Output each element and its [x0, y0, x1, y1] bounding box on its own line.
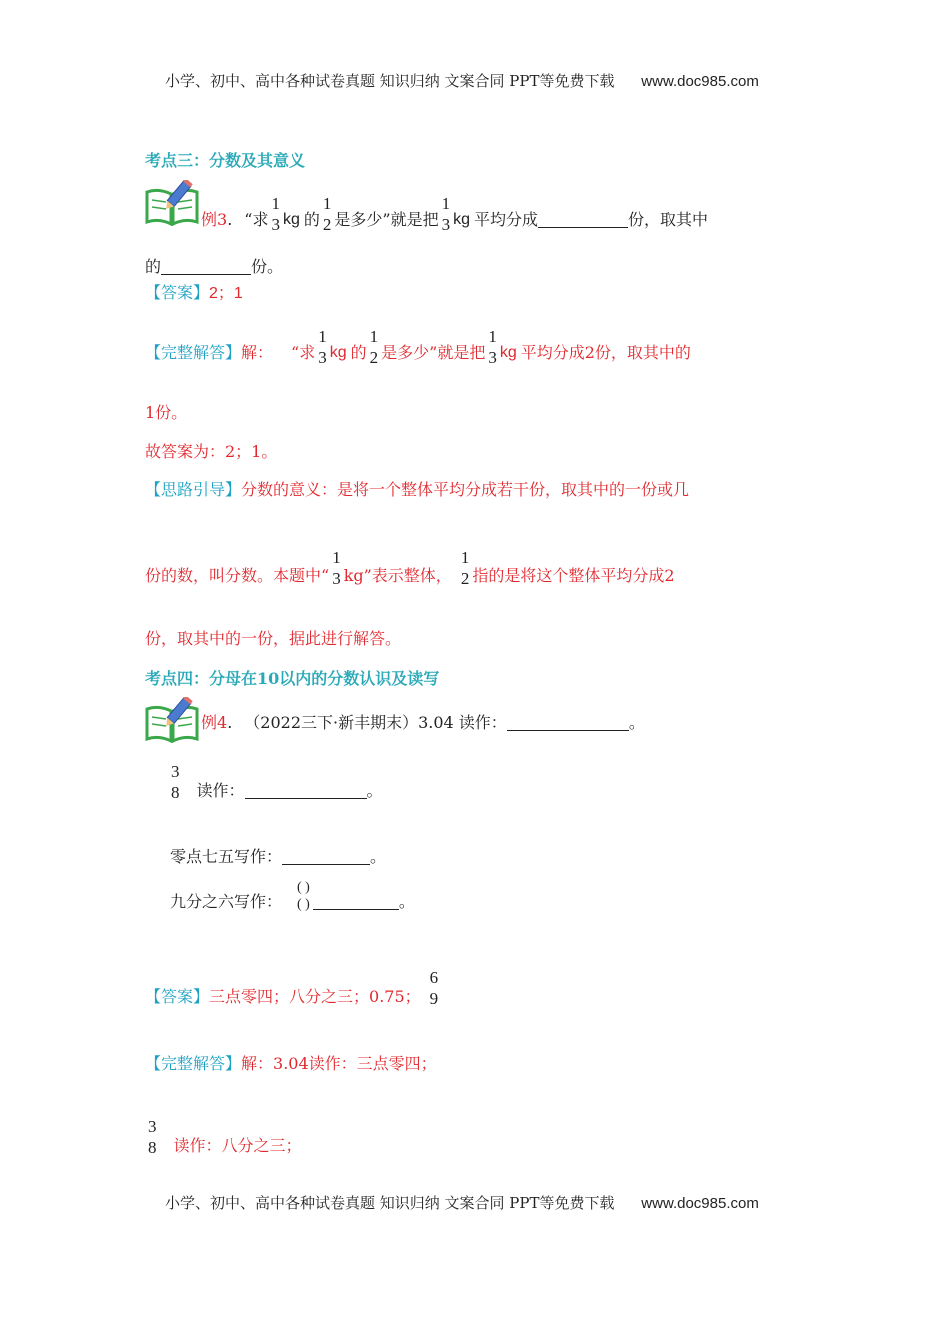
example4-question — [201, 715, 645, 731]
example4-end1: 。 — [628, 713, 645, 732]
example4-end3: 。 — [370, 847, 387, 866]
frac-num: 1 — [322, 194, 332, 213]
frac-num: 1 — [332, 548, 341, 567]
fraction-three-eighths — [170, 762, 181, 802]
answer-blank-5[interactable] — [282, 863, 370, 865]
page-header — [165, 70, 759, 91]
example4-fraction-read — [168, 762, 383, 802]
read-label: 读作： — [196, 781, 245, 801]
frac-num: 6 — [429, 968, 439, 987]
frac-den: 2 — [322, 214, 332, 234]
frac-den: 8 — [148, 1137, 157, 1157]
solution4-line1 — [145, 1056, 437, 1072]
frac-den: 3 — [318, 347, 327, 367]
frac-num: 1 — [318, 327, 327, 346]
example4-end2: 。 — [366, 781, 383, 801]
write1-label: 零点七五写作： — [170, 847, 283, 866]
solution-jie: 解： — [241, 343, 274, 363]
line2-start: 的 — [145, 257, 162, 276]
frac-den: ( ) — [297, 897, 310, 913]
example4-source: （2022三下·新丰期末）3.04 读作： — [244, 713, 507, 732]
think-tag: 【思路引导】 — [145, 480, 242, 499]
answer-blank-1[interactable] — [538, 226, 628, 228]
frac-num: 1 — [488, 327, 497, 346]
frac-num: ( ) — [297, 880, 310, 895]
example3-line2 — [145, 259, 283, 275]
example4-label: 例4 — [201, 713, 228, 732]
full-solution-tag: 【完整解答】 — [145, 343, 242, 363]
example4-write-fraction — [170, 880, 415, 913]
think-text-2c: 指的是将这个整体平均分成2 — [472, 566, 675, 586]
answer-value: 三点零四；八分之三；0.75； — [209, 987, 421, 1007]
solution4-read: 读作：八分之三； — [173, 1136, 302, 1156]
frac-den: 3 — [441, 214, 451, 234]
frac-num: 3 — [171, 762, 180, 781]
word-de: 的 — [303, 210, 320, 230]
solution3-line1 — [145, 327, 691, 373]
think3-line1 — [145, 482, 689, 498]
word-shi: 是多少”就是把 — [334, 210, 439, 230]
unit-kg: kg — [329, 344, 347, 362]
example3-dot: . — [227, 210, 233, 230]
footer-text: 小学、初中、高中各种试卷真题 知识归纳 文案合同 PPT等免费下载 — [165, 1194, 615, 1212]
fraction-one-third-b — [441, 194, 452, 234]
word-rest: 平均分成 — [473, 210, 538, 230]
think-text-2a: 份的数，叫分数。本题中“ — [145, 566, 330, 586]
answer-blank-6[interactable] — [313, 908, 399, 910]
fraction-three-eighths — [147, 1117, 158, 1157]
solution-quote-open: “求 — [291, 343, 316, 363]
fraction-one-half — [322, 194, 333, 234]
example3-quote-open: “求 — [244, 210, 269, 230]
solution4-line2 — [145, 1117, 302, 1157]
frac-den: 9 — [429, 988, 439, 1008]
word-shi: 是多少”就是把 — [381, 343, 486, 363]
line2-end: 份。 — [251, 257, 284, 276]
answer-tag: 【答案】 — [145, 987, 210, 1007]
write2-label: 九分之六写作： — [170, 892, 283, 912]
frac-num: 1 — [441, 194, 451, 213]
fraction-one-third — [317, 327, 328, 367]
fraction-one-third — [270, 194, 281, 234]
book-pencil-icon — [144, 697, 200, 743]
answer-blank-2[interactable] — [161, 273, 251, 275]
frac-den: 2 — [369, 347, 379, 367]
frac-den: 2 — [460, 568, 470, 588]
fraction-one-third-b — [487, 327, 498, 367]
solution3-line2: 1份。 — [145, 403, 188, 422]
fraction-blank-parens[interactable] — [296, 880, 311, 913]
think-text-2b: kg”表示整体， — [343, 566, 452, 586]
section3-title: 考点三：分数及其意义 — [145, 151, 306, 170]
unit-kg: kg — [453, 211, 470, 229]
full-solution-tag: 【完整解答】 — [145, 1054, 242, 1073]
frac-num: 1 — [460, 548, 470, 567]
example4-dot: . — [227, 713, 233, 732]
answer-blank-3[interactable] — [507, 729, 629, 731]
fraction-one-third — [331, 548, 342, 588]
frac-den: 3 — [488, 347, 497, 367]
unit-kg: kg — [499, 344, 517, 362]
frac-den: 8 — [171, 782, 180, 802]
word-rest: 平均分成2份，取其中的 — [520, 343, 691, 363]
think3-line3: 份，取其中的一份，据此进行解答。 — [145, 629, 402, 648]
example3-question — [201, 194, 709, 240]
example3-label: 例3 — [201, 210, 228, 230]
fraction-one-half — [369, 327, 380, 367]
book-pencil-icon — [144, 180, 200, 226]
fraction-one-half — [460, 548, 471, 588]
think-text-1: 分数的意义：是将一个整体平均分成若干份，取其中的一份或几 — [241, 480, 690, 499]
word-de: 的 — [350, 343, 367, 363]
header-text: 小学、初中、高中各种试卷真题 知识归纳 文案合同 PPT等免费下载 — [165, 72, 615, 90]
fraction-six-ninths — [429, 968, 440, 1008]
header-site[interactable]: www.doc985.com — [641, 73, 759, 90]
word-fen-qu: 份，取其中 — [628, 210, 709, 230]
example4-end4: 。 — [398, 892, 415, 912]
frac-den: 3 — [271, 214, 280, 234]
answer-tag: 【答案】 — [145, 283, 210, 302]
footer-site[interactable]: www.doc985.com — [641, 1195, 759, 1212]
section4-title: 考点四：分母在10以内的分数认识及读写 — [145, 669, 440, 688]
frac-num: 1 — [369, 327, 379, 346]
answer-value: 2；1 — [209, 285, 243, 302]
think3-line2 — [145, 548, 675, 596]
answer3-row — [145, 285, 243, 302]
frac-den: 3 — [332, 568, 341, 588]
answer-blank-4[interactable] — [245, 797, 367, 799]
frac-num: 1 — [271, 194, 280, 213]
example4-write-decimal — [170, 849, 386, 865]
frac-num: 3 — [148, 1117, 157, 1136]
answer4-row — [145, 968, 441, 1008]
solution4-text: 解：3.04读作：三点零四； — [241, 1054, 437, 1073]
solution3-conclusion: 故答案为：2；1。 — [145, 442, 278, 461]
page-footer — [165, 1192, 759, 1213]
unit-kg: kg — [282, 211, 300, 229]
